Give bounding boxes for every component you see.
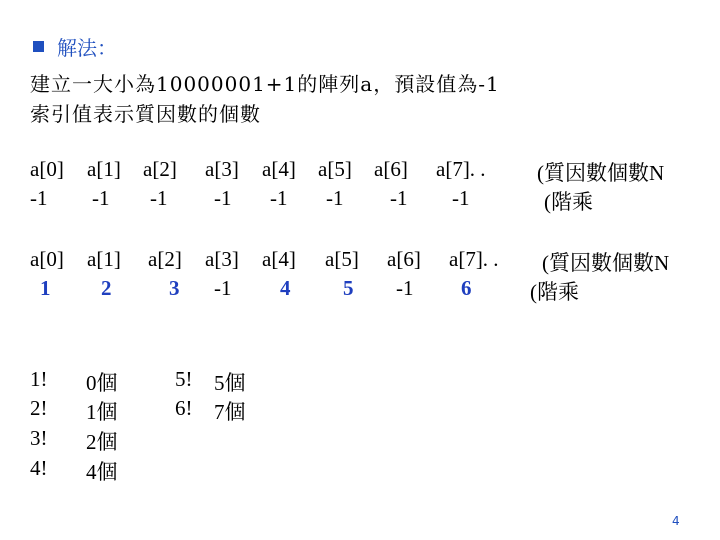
row1-value-0: -1 (30, 186, 48, 210)
row1-value-1: -1 (92, 186, 110, 210)
row2-value-3: -1 (214, 276, 232, 300)
row1-header-1: a[1] (87, 157, 121, 181)
row2-value-6: -1 (396, 276, 414, 300)
row2-header-1: a[1] (87, 247, 121, 271)
factorial-label: 6! (175, 396, 193, 420)
factorial-label: 2! (30, 396, 48, 420)
row1-value-3: -1 (214, 186, 232, 210)
factorial-label: 1! (30, 367, 48, 391)
row1-note-count: (質因數個數N (537, 161, 665, 185)
row2-header-5: a[5] (325, 247, 359, 271)
row2-value-2: 3 (169, 276, 180, 300)
row2-value-7: 6 (461, 276, 472, 300)
factor-count: 4個 (86, 460, 118, 484)
page-number: 4 (672, 514, 680, 528)
factor-count: 0個 (86, 371, 118, 395)
row1-header-6: a[6] (374, 157, 408, 181)
factor-count: 5個 (214, 371, 246, 395)
factorial-label: 3! (30, 426, 48, 450)
row2-header-0: a[0] (30, 247, 64, 271)
description-line-2: 索引值表示質因數的個數 (30, 102, 261, 126)
row2-value-1: 2 (101, 276, 112, 300)
row2-value-5: 5 (343, 276, 354, 300)
row2-note-factorial: (階乘 (530, 280, 579, 304)
row1-note-factorial: (階乘 (544, 190, 593, 214)
row1-value-5: -1 (326, 186, 344, 210)
row1-header-5: a[5] (318, 157, 352, 181)
row1-header-3: a[3] (205, 157, 239, 181)
heading-solution: 解法： (57, 36, 117, 60)
row1-value-2: -1 (150, 186, 168, 210)
row1-value-6: -1 (390, 186, 408, 210)
row2-header-4: a[4] (262, 247, 296, 271)
row1-header-0: a[0] (30, 157, 64, 181)
factor-count: 1個 (86, 400, 118, 424)
row1-value-7: -1 (452, 186, 470, 210)
row2-note-count: (質因數個數N (542, 251, 670, 275)
row2-value-0: 1 (40, 276, 51, 300)
row1-header-7: a[7]. . (436, 157, 486, 181)
row1-value-4: -1 (270, 186, 288, 210)
row2-value-4: 4 (280, 276, 291, 300)
factor-count: 7個 (214, 400, 246, 424)
row2-header-3: a[3] (205, 247, 239, 271)
row1-header-2: a[2] (143, 157, 177, 181)
bullet-square-icon (33, 41, 44, 52)
row2-header-2: a[2] (148, 247, 182, 271)
factorial-label: 4! (30, 456, 48, 480)
row2-header-7: a[7]. . (449, 247, 499, 271)
description-line-1: 建立一大小為10000001+1的陣列a，預設值為-1 (30, 72, 500, 96)
row2-header-6: a[6] (387, 247, 421, 271)
factorial-label: 5! (175, 367, 193, 391)
row1-header-4: a[4] (262, 157, 296, 181)
factor-count: 2個 (86, 430, 118, 454)
